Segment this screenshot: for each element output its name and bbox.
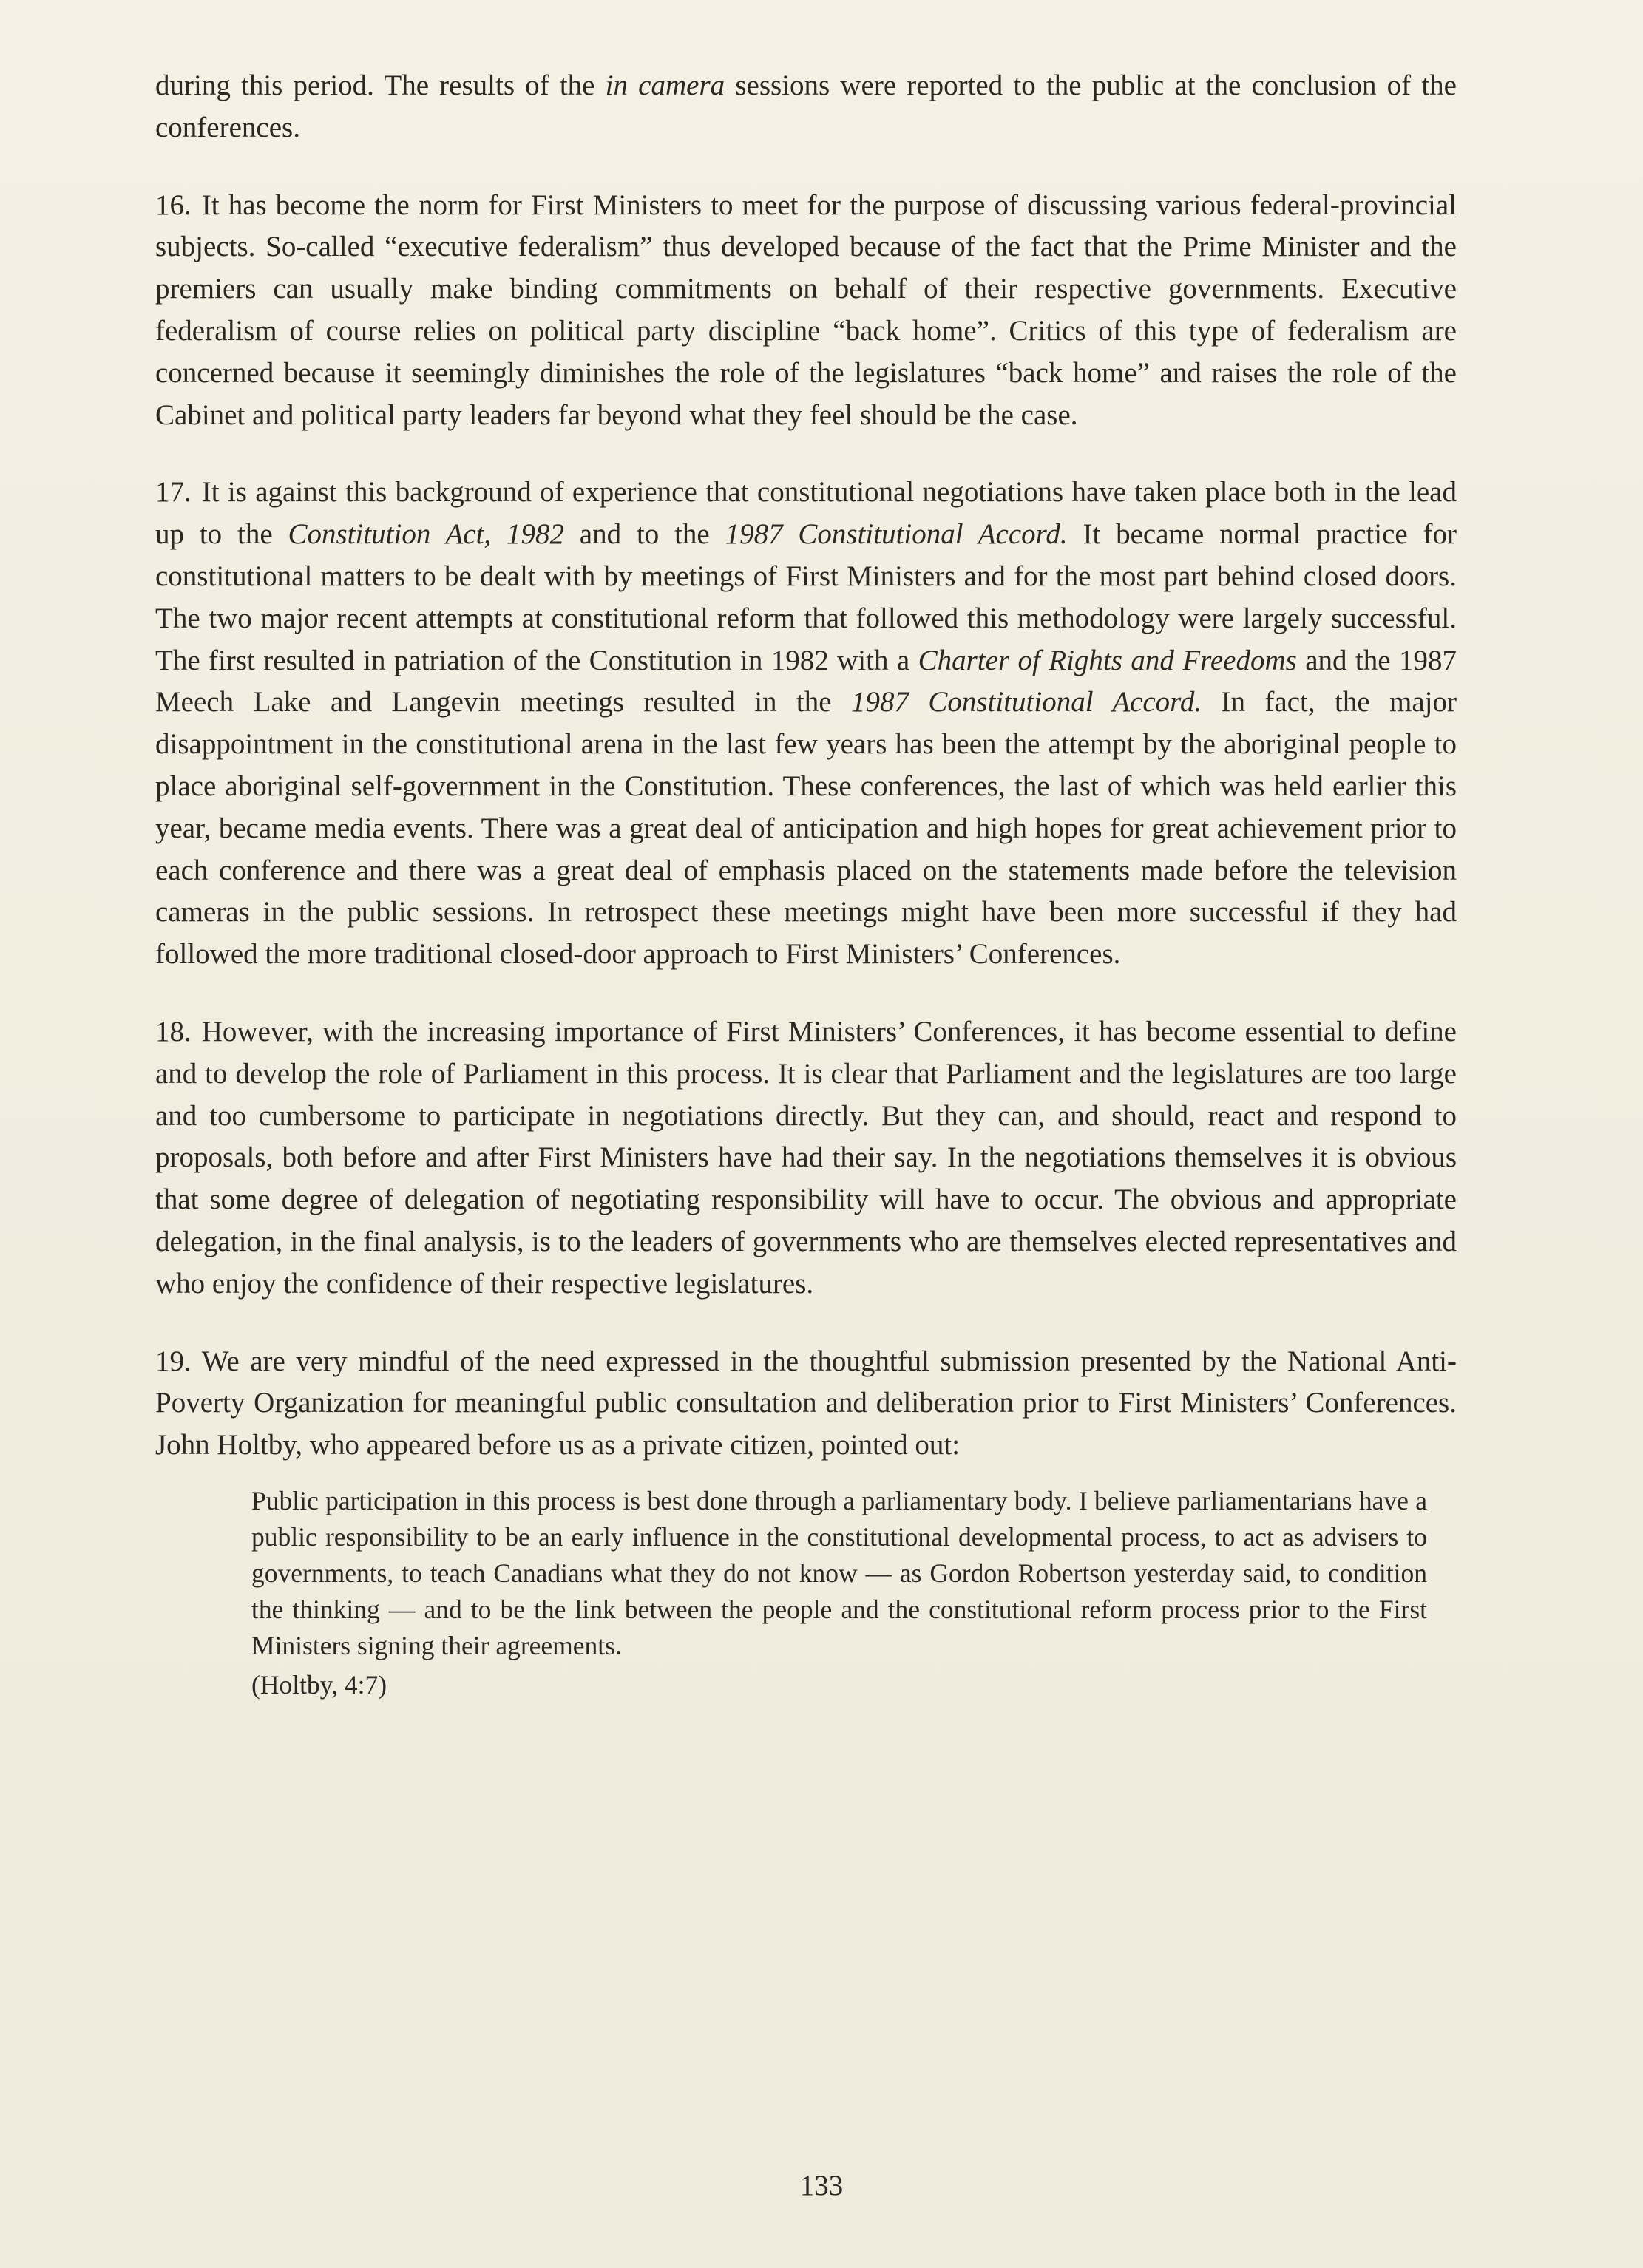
block-quote: Public participation in this process is best done through a parliamentary body. I believe parliamentarians have a public responsibility to be an early influence in the constitutional developmental process, to act as advisers to governments, to teach Canadians what they do not know — as Gordon Robertson yesterday said, to condition the thinking — and to be the link between the people and the constitutional reform process prior to the First Ministers signing their agreements. bbox=[251, 1485, 1427, 1660]
paragraph-19 bbox=[155, 1341, 1457, 1467]
paragraph-19-text: We are very mindful of the need expressed in the thoughtful submission presented by the National Anti-Poverty Organization for meaningful public consultation and deliberation prior to First Ministers’ Conferences. John Holtby, who appeared before us as a private citizen, pointed out: bbox=[155, 1345, 1457, 1461]
paragraph-17-text-2: and to the bbox=[563, 518, 725, 551]
paragraph-18-number: 18. bbox=[155, 1015, 192, 1048]
paragraph-continuation-text-1: during this period. The results of the bbox=[155, 69, 606, 101]
paragraph-17-italic-3: Charter of Rights and Freedoms bbox=[918, 644, 1297, 676]
paragraph-17-italic-2: 1987 Constitutional Accord. bbox=[725, 518, 1068, 551]
paragraph-17-italic-1: Constitution Act, 1982 bbox=[288, 518, 564, 551]
paragraph-17-text-5: In fact, the major disappointment in the constitutional arena in the last few years has been the attempt by the aboriginal people to place aboriginal self-government in the Constitution. These conferences, the last of which was held earlier this year, became media events. There was a great deal of anticipation and high hopes for great achievement prior to each conference and there was a great deal of emphasis placed on the statements made before the television cameras in the public sessions. In retrospect these meetings might have been more successful if they had followed the more traditional closed-door approach to First Ministers’ Conferences. bbox=[155, 686, 1457, 971]
paragraph-17-text-1: It is against this background of experience that constitutional negotiations have taken place both in the lead up to the bbox=[155, 476, 1457, 551]
paragraph-18 bbox=[155, 1011, 1457, 1306]
body-text bbox=[155, 65, 1457, 1703]
paragraph-17 bbox=[155, 472, 1457, 976]
paragraph-17-italic-4: 1987 Constitutional Accord. bbox=[850, 686, 1202, 719]
paragraph-continuation bbox=[155, 65, 1457, 149]
paragraph-17-text-3: It became normal practice for constitutional matters to be dealt with by meetings of First Ministers and for the most part behind closed doors. The two major recent attempts at constitutional reform that followed this methodology were largely successful. The first resulted in patriation of the Constitution in 1982 with a bbox=[155, 518, 1457, 676]
paragraph-17-number: 17. bbox=[155, 476, 192, 509]
paragraph-16 bbox=[155, 185, 1457, 437]
paragraph-continuation-text-2: sessions were reported to the public at the conclusion of the conferences. bbox=[155, 69, 1457, 143]
paragraph-18-text: However, with the increasing importance of First Ministers’ Conferences, it has become essential to define and to develop the role of Parliament in this process. It is clear that Parliament and the legislatures are too large and too cumbersome to participate in negotiations directly. But they can, and should, react and respond to proposals, both before and after First Ministers have had their say. In the negotiations themselves it is obvious that some degree of delegation of negotiating responsibility will have to occur. The obvious and appropriate delegation, in the final analysis, is to the leaders of governments who are themselves elected representatives and who enjoy the confidence of their respective legislatures. bbox=[155, 1015, 1457, 1300]
paragraph-16-text: It has become the norm for First Ministers to meet for the purpose of discussing various federal-provincial subjects. So-called “executive federalism” thus developed because of the fact that the Prime Minister and the premiers can usually make binding commitments on behalf of their respective governments. Executive federalism of course relies on political party discipline “back home”. Critics of this type of federalism are concerned because it seemingly diminishes the role of the legislatures “back home” and raises the role of the Cabinet and political party leaders far beyond what they feel should be the case. bbox=[155, 189, 1457, 431]
paragraph-17-text-4: and the 1987 Meech Lake and Langevin meetings resulted in the bbox=[155, 644, 1457, 719]
paragraph-continuation-italic-1: in camera bbox=[605, 69, 725, 101]
quote-citation: (Holtby, 4:7) bbox=[251, 1669, 387, 1700]
page-number: 133 bbox=[799, 2170, 844, 2201]
paragraph-16-number: 16. bbox=[155, 189, 192, 221]
paragraph-19-number: 19. bbox=[155, 1345, 192, 1377]
